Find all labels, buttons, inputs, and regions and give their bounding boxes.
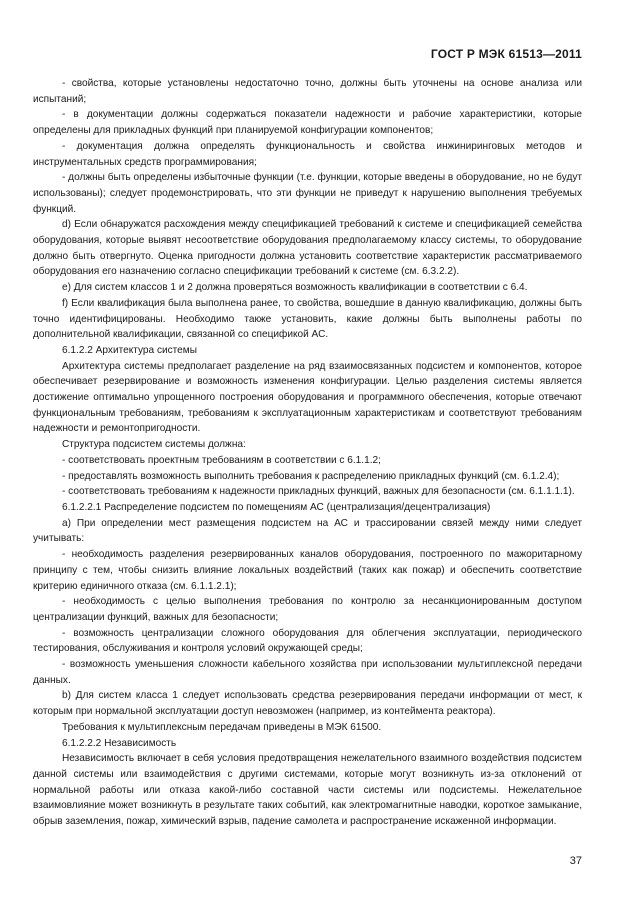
paragraph: - предоставлять возможность выполнить требования к распределению прикладных функций (см. 6.1.2.4); [62, 470, 560, 482]
paragraph: Структура подсистем системы должна: [62, 439, 246, 451]
paragraph: a) При определении мест размещения подсистем на АС и трассировании связей между ними следует учитывать: [33, 517, 582, 545]
paragraph: Архитектура системы предполагает разделение на ряд взаимосвязанных подсистем и компонентов, которое обеспечивает резервирование и возможность изменения конфигурации. Целью разделения системы является достижение оптимально упрощенного построения оборудования и программного обеспечения, которые отвечают функциональным требованиям, требованиям к эксплуатационным характеристикам и соответствуют требованиям надежности и ремонтопригодности. [33, 360, 582, 435]
paragraph: - возможность уменьшения сложности кабельного хозяйства при использовании мультиплексной передачи данных. [33, 659, 582, 686]
paragraph: - необходимость разделения резервированных каналов оборудования, построенного по мажоритарному принципу с тем, чтобы снизить влияние локальных воздействий (таких как пожар) и обеспечить соответствие критерию единичного отказа (см. 6.1.1.2.1); [33, 549, 582, 592]
paragraph: - в документации должны содержаться показатели надежности и рабочие характеристики, которые определены для прикладных функций при планируемой конфигурации компонентов; [33, 109, 582, 137]
paragraph: Независимость включает в себя условия предотвращения нежелательного взаимного воздействия подсистем данной системы или взаимодействия с другими системами, которые могут возникнуть из-за отклонений от нормальной работы или отказа какой-либо составной части системы или подсистемы. Нежелательное взаимовлияние может возникнуть в результате таких событий, как электромагнитные наводки, короткое замыкание, обрыв заземления, пожар, химический взрыв, падение самолета и распространение искаженной информации. [33, 753, 582, 828]
paragraph: b) Для систем класса 1 следует использовать средства резервирования передачи информации от мест, к которым при нормальной эксплуатации доступ невозможен (например, из контеймента реактора). [33, 690, 582, 718]
paragraph: - соответствовать проектным требованиям в соответствии с 6.1.1.2; [62, 454, 381, 466]
paragraph: e) Для систем классов 1 и 2 должна проверяться возможность квалификации в соответствии с 6.4. [62, 282, 528, 294]
paragraph: - необходимость с целью выполнения требования по контролю за несанкционированным доступом централизации функций, важных для безопасности; [33, 596, 582, 623]
paragraph: - возможность централизации сложного оборудования для облегчения эксплуатации, периодического тестирования, обслуживания и контроля условий окружающей среды; [33, 627, 582, 655]
page-number: 37 [569, 855, 582, 867]
paragraph: - документация должна определять функциональность и свойства инжиниринговых методов и инструментальных средств программирования; [33, 140, 582, 168]
section-heading: 6.1.2.2.1 Распределение подсистем по помещениям АС (централизация/децентрализация) [62, 501, 491, 513]
paragraph: f) Если квалификация была выполнена ранее, то свойства, вошедшие в данную квалификацию, должны быть точно идентифицированы. Необходимо также установить, какие должны быть выполнены работы по дополнительной квалификации, связанной со спецификой АС. [33, 297, 582, 341]
paragraph: d) Если обнаружатся расхождения между спецификацией требований к системе и спецификацией семейства оборудования, которые выявят несоответствие оборудования предполагаемому классу системы, то оборудование должно быть отвергнуто. Оценка пригодности должна установить соответствие характеристик рассматриваемого оборудования его назначению согласно спецификации требований к системе (см. 6.3.2.2). [33, 219, 582, 278]
paragraph: - свойства, которые установлены недостаточно точно, должны быть уточнены на основе анализа или испытаний; [33, 78, 582, 105]
paragraph: Требования к мультиплексным передачам приведены в МЭК 61500. [62, 721, 382, 733]
paragraph: - должны быть определены избыточные функции (т.е. функции, которые введены в оборудование, но не будут использованы); следует продемонстрировать, что эти функции не приведут к нарушению выполнения требуемых функций. [33, 172, 582, 215]
document-body [33, 76, 582, 830]
paragraph: - соответствовать требованиям к надежности прикладных функций, важных для безопасности (см. 6.1.1.1.1). [62, 486, 575, 498]
standard-header: ГОСТ Р МЭК 61513—2011 [430, 47, 582, 61]
section-heading: 6.1.2.2.2 Независимость [62, 737, 177, 749]
section-heading: 6.1.2.2 Архитектура системы [62, 344, 197, 356]
